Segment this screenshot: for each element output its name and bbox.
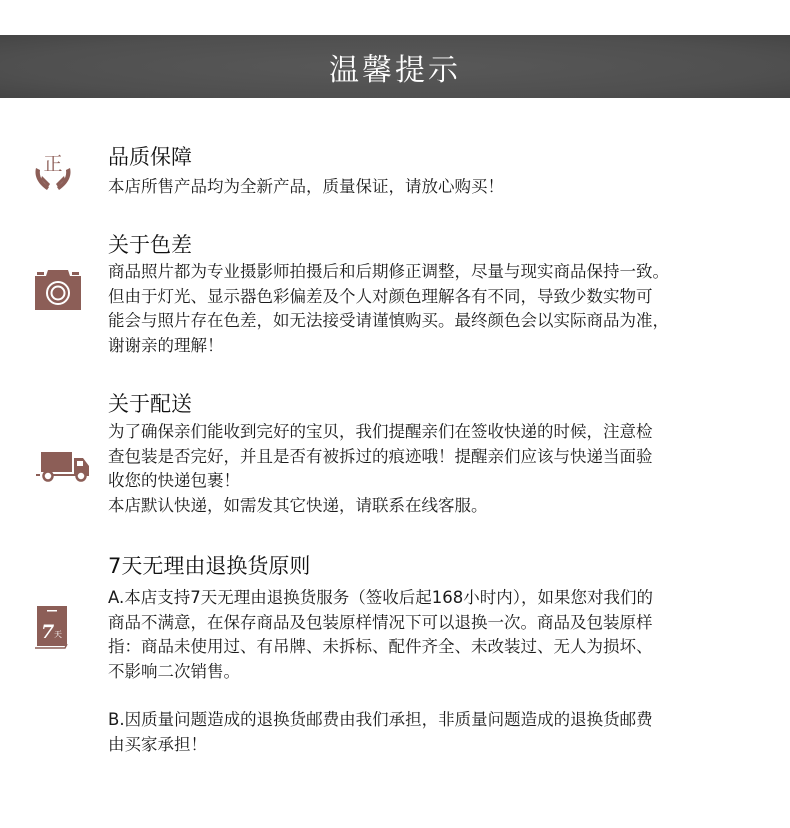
camera-icon — [34, 270, 82, 316]
header-banner — [0, 35, 790, 98]
body-line: 谢谢亲的理解！ — [108, 335, 224, 355]
body-line: 商品照片都为专业摄影师拍摄后和后期修正调整，尽量与现实商品保持一致。 — [108, 262, 669, 281]
section-body — [108, 586, 778, 757]
body-line: 不影响二次销售。 — [108, 661, 240, 681]
svg-text:7: 7 — [41, 621, 55, 643]
body-line: 指：商品未使用过、有吊牌、未拆标、配件齐全、未改装过、无人为损坏、 — [108, 637, 653, 656]
body-line: 但由于灯光、显示器色彩偏差及个人对颜色理解各有不同，导致少数实物可 — [108, 286, 653, 306]
hands-zheng-icon — [30, 148, 76, 200]
section-title: 关于配送 — [108, 392, 192, 416]
body-line: 商品不满意，在保存商品及包装原样情况下可以退换一次。商品及包装原样 — [108, 612, 653, 632]
body-line: 为了确保亲们能收到完好的宝贝，我们提醒亲们在签收快递的时候，注意检 — [108, 422, 653, 441]
section-body — [108, 175, 778, 200]
section-body — [108, 260, 778, 358]
body-line: 本店默认快递，如需发其它快递，请联系在线客服。 — [108, 495, 488, 515]
banner-title: 温馨提示 — [329, 52, 461, 88]
body-line: 由买家承担！ — [108, 734, 207, 754]
section-title: 关于色差 — [108, 233, 192, 257]
svg-text:天: 天 — [54, 630, 62, 639]
body-line: B.因质量问题造成的退换货邮费由我们承担，非质量问题造成的退换货邮费 — [108, 710, 653, 729]
svg-text:正: 正 — [43, 153, 63, 175]
section-title: 品质保障 — [108, 145, 192, 169]
body-line: 本店所售产品均为全新产品，质量保证，请放心购买！ — [108, 177, 504, 196]
body-line: 收您的快递包裹！ — [108, 471, 240, 490]
calendar-7-days-icon — [35, 606, 69, 654]
section-title: 7天无理由退换货原则 — [108, 554, 311, 578]
body-line: 查包装是否完好，并且是否有被拆过的痕迹哦！提醒亲们应该与快递当面验 — [108, 446, 653, 466]
section-body — [108, 420, 778, 518]
body-line: A.本店支持7天无理由退换货服务（签收后起168小时内），如果您对我们的 — [108, 588, 653, 607]
truck-icon — [36, 450, 90, 486]
body-line: 能会与照片存在色差，如无法接受请谨慎购买。最终颜色会以实际商品为准， — [108, 311, 669, 330]
